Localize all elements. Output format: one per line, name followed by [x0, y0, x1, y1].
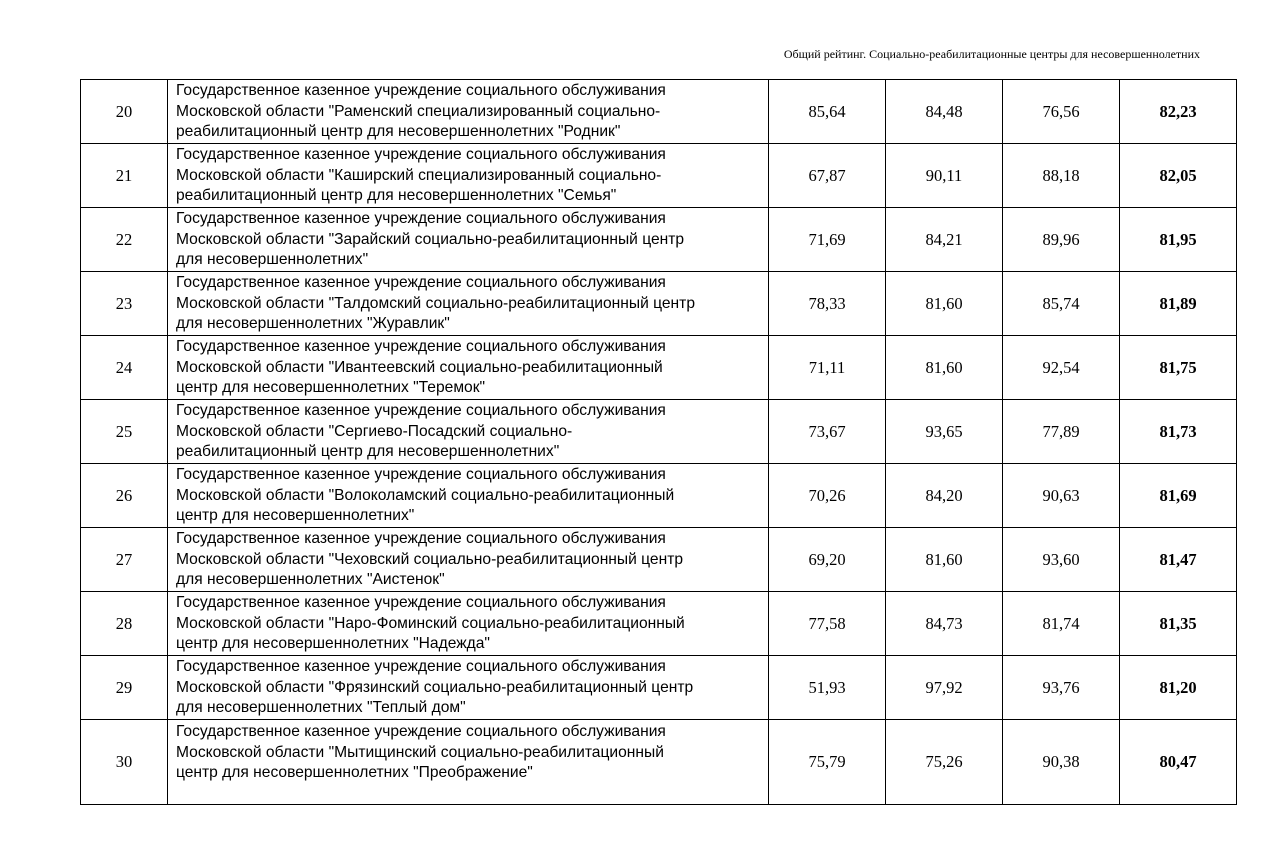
- name-line: Московской области "Сергиево-Посадский социально-: [176, 422, 573, 440]
- score-cell: 75,26: [886, 720, 1003, 805]
- score-cell: 85,74: [1003, 272, 1120, 336]
- score-cell: 77,58: [769, 592, 886, 656]
- name-line: Московской области "Чеховский социально-реабилитационный центр: [176, 550, 684, 568]
- table-row: [81, 656, 1237, 720]
- rank-cell: 30: [81, 720, 168, 805]
- name-line: Московской области "Фрязинский социально-реабилитационный центр: [176, 678, 694, 696]
- total-score-cell: 82,05: [1120, 144, 1237, 208]
- name-line: Государственное казенное учреждение социального обслуживания: [176, 530, 666, 547]
- score-cell: 84,21: [886, 208, 1003, 272]
- name-line: Московской области "Раменский специализированный социально-: [176, 102, 661, 120]
- score-cell: 90,38: [1003, 720, 1120, 805]
- rating-table: [80, 79, 1237, 805]
- name-line: центр для несовершеннолетних": [176, 507, 415, 524]
- score-cell: 84,73: [886, 592, 1003, 656]
- score-cell: 81,60: [886, 336, 1003, 400]
- name-line: Государственное казенное учреждение социального обслуживания: [176, 82, 666, 99]
- score-cell: 71,69: [769, 208, 886, 272]
- institution-name-cell: [168, 720, 769, 805]
- score-cell: 69,20: [769, 528, 886, 592]
- institution-name-cell: [168, 272, 769, 336]
- score-cell: 73,67: [769, 400, 886, 464]
- rank-cell: 21: [81, 144, 168, 208]
- name-line: центр для несовершеннолетних "Теремок": [176, 379, 486, 396]
- name-line: для несовершеннолетних "Аистенок": [176, 571, 445, 588]
- score-cell: 75,79: [769, 720, 886, 805]
- table-row: [81, 528, 1237, 592]
- score-cell: 97,92: [886, 656, 1003, 720]
- score-cell: 81,74: [1003, 592, 1120, 656]
- name-line: реабилитационный центр для несовершеннолетних": [176, 443, 560, 460]
- score-cell: 67,87: [769, 144, 886, 208]
- name-line: Московской области "Мытищинский социально-реабилитационный: [176, 743, 664, 761]
- rank-cell: 24: [81, 336, 168, 400]
- score-cell: 81,60: [886, 528, 1003, 592]
- name-line: Московской области "Талдомский социально-реабилитационный центр: [176, 294, 695, 312]
- score-cell: 81,60: [886, 272, 1003, 336]
- total-score-cell: 81,89: [1120, 272, 1237, 336]
- total-score-cell: 81,47: [1120, 528, 1237, 592]
- name-line: Государственное казенное учреждение социального обслуживания: [176, 723, 666, 740]
- rank-cell: 25: [81, 400, 168, 464]
- name-line: Московской области "Зарайский социально-реабилитационный центр: [176, 230, 685, 248]
- name-line: Московской области "Волоколамский социально-реабилитационный: [176, 486, 675, 504]
- score-cell: 85,64: [769, 80, 886, 144]
- total-score-cell: 81,75: [1120, 336, 1237, 400]
- table-row: [81, 720, 1237, 805]
- name-line: Московской области "Каширский специализированный социально-: [176, 166, 662, 184]
- name-line: реабилитационный центр для несовершеннолетних "Семья": [176, 187, 617, 204]
- score-cell: 78,33: [769, 272, 886, 336]
- total-score-cell: 81,20: [1120, 656, 1237, 720]
- table-row: [81, 80, 1237, 144]
- page-header-title: Общий рейтинг. Социально-реабилитационные центры для несовершеннолетних: [783, 47, 1200, 61]
- institution-name-cell: [168, 400, 769, 464]
- score-cell: 90,11: [886, 144, 1003, 208]
- name-line: для несовершеннолетних "Журавлик": [176, 315, 450, 332]
- name-line: Государственное казенное учреждение социального обслуживания: [176, 210, 666, 227]
- name-line: Московской области "Ивантеевский социально-реабилитационный: [176, 358, 663, 376]
- name-line: Государственное казенное учреждение социального обслуживания: [176, 402, 666, 419]
- score-cell: 76,56: [1003, 80, 1120, 144]
- rank-cell: 22: [81, 208, 168, 272]
- total-score-cell: 81,73: [1120, 400, 1237, 464]
- name-line: Государственное казенное учреждение социального обслуживания: [176, 466, 666, 483]
- score-cell: 71,11: [769, 336, 886, 400]
- score-cell: 77,89: [1003, 400, 1120, 464]
- table-row: [81, 208, 1237, 272]
- rank-cell: 27: [81, 528, 168, 592]
- rank-cell: 20: [81, 80, 168, 144]
- total-score-cell: 81,69: [1120, 464, 1237, 528]
- name-line: Государственное казенное учреждение социального обслуживания: [176, 146, 666, 163]
- institution-name-cell: [168, 208, 769, 272]
- rank-cell: 29: [81, 656, 168, 720]
- score-cell: 84,48: [886, 80, 1003, 144]
- score-cell: 88,18: [1003, 144, 1120, 208]
- name-line: для несовершеннолетних "Теплый дом": [176, 699, 466, 716]
- total-score-cell: 82,23: [1120, 80, 1237, 144]
- institution-name-cell: [168, 656, 769, 720]
- score-cell: 89,96: [1003, 208, 1120, 272]
- institution-name-cell: [168, 464, 769, 528]
- name-line: центр для несовершеннолетних "Надежда": [176, 635, 490, 652]
- name-line: Московской области "Наро-Фоминский социально-реабилитационный: [176, 614, 685, 632]
- total-score-cell: 81,35: [1120, 592, 1237, 656]
- name-line: центр для несовершеннолетних "Преображение": [176, 764, 533, 781]
- total-score-cell: 80,47: [1120, 720, 1237, 805]
- name-line: для несовершеннолетних": [176, 251, 369, 268]
- table-row: [81, 272, 1237, 336]
- score-cell: 93,65: [886, 400, 1003, 464]
- institution-name-cell: [168, 592, 769, 656]
- name-line: Государственное казенное учреждение социального обслуживания: [176, 594, 666, 611]
- score-cell: 93,60: [1003, 528, 1120, 592]
- institution-name-cell: [168, 528, 769, 592]
- institution-name-cell: [168, 336, 769, 400]
- name-line: Государственное казенное учреждение социального обслуживания: [176, 338, 666, 355]
- name-line: реабилитационный центр для несовершеннолетних "Родник": [176, 123, 621, 140]
- table-row: [81, 144, 1237, 208]
- total-score-cell: 81,95: [1120, 208, 1237, 272]
- score-cell: 84,20: [886, 464, 1003, 528]
- rank-cell: 28: [81, 592, 168, 656]
- table-row: [81, 336, 1237, 400]
- rank-cell: 23: [81, 272, 168, 336]
- score-cell: 70,26: [769, 464, 886, 528]
- table-row: [81, 592, 1237, 656]
- table-row: [81, 400, 1237, 464]
- score-cell: 51,93: [769, 656, 886, 720]
- score-cell: 93,76: [1003, 656, 1120, 720]
- score-cell: 92,54: [1003, 336, 1120, 400]
- name-line: Государственное казенное учреждение социального обслуживания: [176, 274, 666, 291]
- table-row: [81, 464, 1237, 528]
- name-line: Государственное казенное учреждение социального обслуживания: [176, 658, 666, 675]
- score-cell: 90,63: [1003, 464, 1120, 528]
- rank-cell: 26: [81, 464, 168, 528]
- institution-name-cell: [168, 80, 769, 144]
- institution-name-cell: [168, 144, 769, 208]
